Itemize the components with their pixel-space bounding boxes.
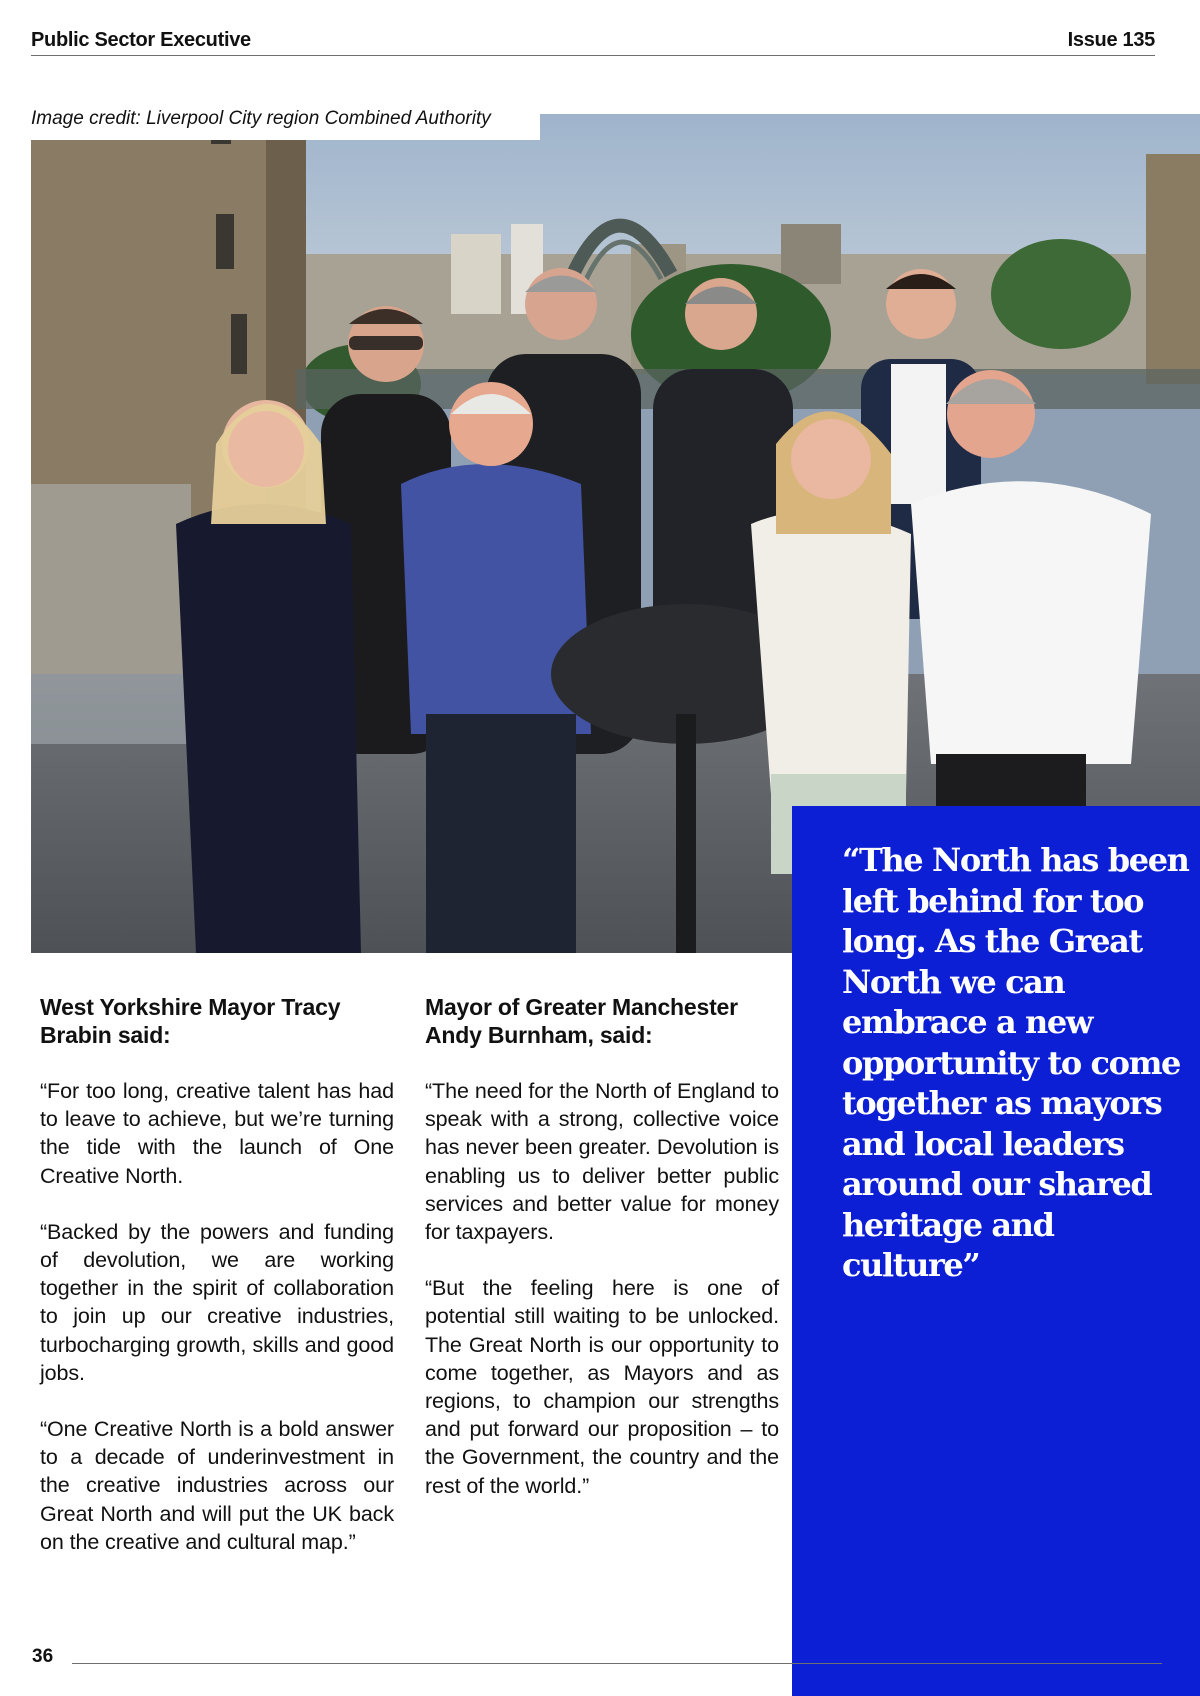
issue-number: Issue 135 (1067, 29, 1155, 51)
pull-quote-panel (792, 806, 1200, 1696)
left-column-heading: West Yorkshire Mayor Tracy Brabin said: (40, 994, 341, 1048)
pull-quote-text: “The North has been left behind for too long. As the Great North we can embrace a new opportunity to come together as mayors and local leaders around our shared heritage and culture” (842, 841, 1189, 1284)
page-number: 36 (32, 1646, 54, 1667)
header-divider (31, 55, 1155, 56)
left-paragraph: “One Creative North is a bold answer to a decade of underinvestment in the creative industries across our Great North and will put the UK back on the creative and cultural map.” (40, 1417, 394, 1554)
left-paragraph: “For too long, creative talent has had to leave to achieve, but we’re turning the tide with the launch of One Creative North. (40, 1079, 394, 1188)
right-paragraph: “But the feeling here is one of potential still waiting to be unlocked. The Great North is our opportunity to come together, as Mayors and as regions, to champion our strengths and put forward our proposition – to the Government, the country and the rest of the world.” (425, 1276, 779, 1498)
right-paragraph: “The need for the North of England to speak with a strong, collective voice has never been greater. Devolution is enabling us to deliver better public services and better value for money for taxpayers. (425, 1079, 779, 1245)
image-credit: Image credit: Liverpool City region Combined Authority (31, 108, 491, 129)
footer-divider (72, 1663, 1162, 1664)
left-paragraph: “Backed by the powers and funding of devolution, we are working together in the spirit of collaboration to join up our creative industries, turbocharging growth, skills and good jobs. (40, 1219, 394, 1385)
publication-title: Public Sector Executive (31, 29, 251, 51)
right-column (425, 993, 779, 1528)
left-column (40, 993, 394, 1584)
right-column-heading: Mayor of Greater Manchester Andy Burnham, said: (425, 994, 738, 1048)
